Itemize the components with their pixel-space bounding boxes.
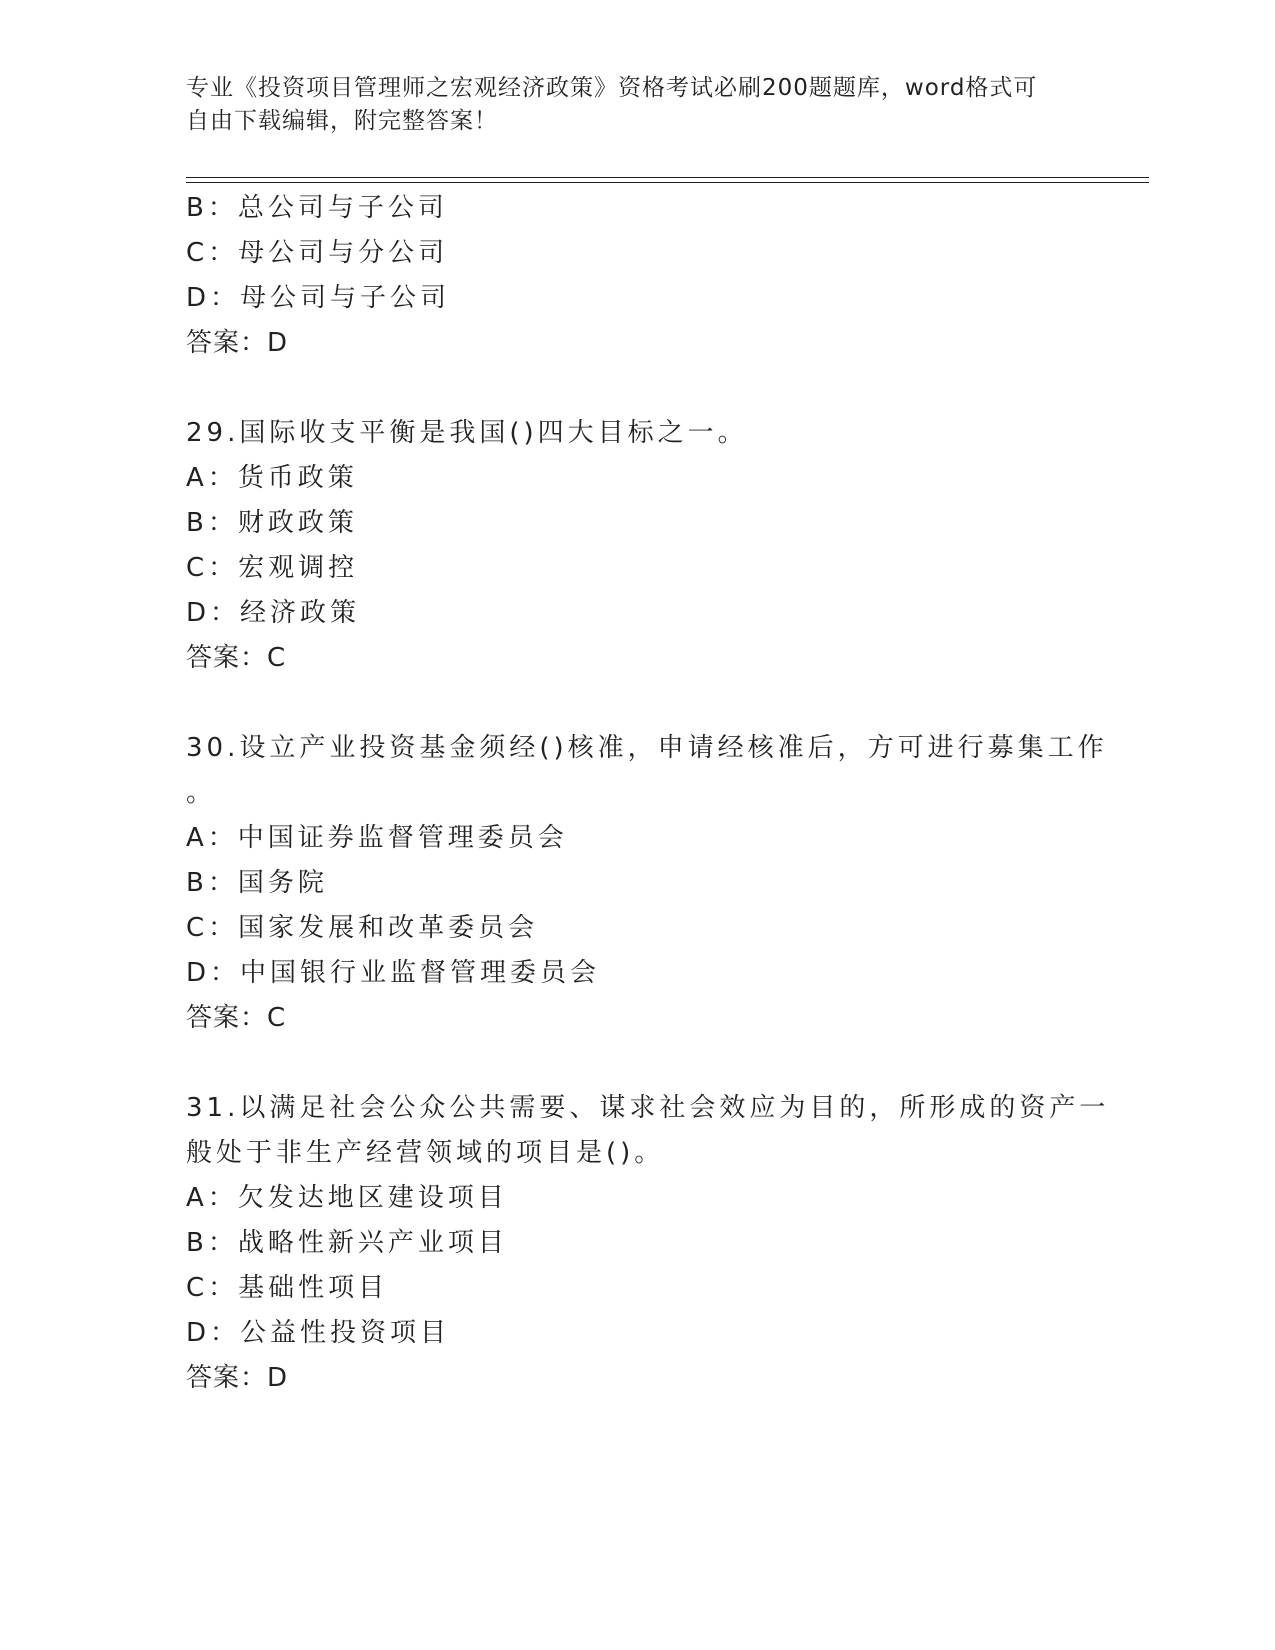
q28-answer: 答案：D	[186, 328, 289, 358]
q29-stem: 29.国际收支平衡是我国()四大目标之一。	[186, 418, 748, 448]
header-rule-top	[186, 177, 1149, 178]
document-header	[186, 72, 1066, 138]
q29-option-d: D：经济政策	[186, 598, 361, 628]
q30-option-d: D：中国银行业监督管理委员会	[186, 958, 601, 988]
q28-option-d: D：母公司与子公司	[186, 283, 451, 313]
q29-answer: 答案：C	[186, 643, 287, 673]
q29-option-a: A：货币政策	[186, 463, 358, 493]
q31-option-a: A：欠发达地区建设项目	[186, 1183, 508, 1213]
header-line-1: 专业《投资项目管理师之宏观经济政策》资格考试必刷200题题库，word格式可	[186, 75, 1038, 101]
q29-option-c: C：宏观调控	[186, 553, 359, 583]
q30-answer: 答案：C	[186, 1003, 287, 1033]
q30-stem-line-2: 。	[186, 778, 217, 808]
q30-stem-line-1: 30.设立产业投资基金须经()核准，申请经核准后，方可进行募集工作	[186, 733, 1108, 763]
q31-option-c: C：基础性项目	[186, 1273, 389, 1303]
q31-stem-line-2: 般处于非生产经营领域的项目是()。	[186, 1138, 665, 1168]
q28-option-b: B：总公司与子公司	[186, 193, 448, 223]
q31-option-b: B：战略性新兴产业项目	[186, 1228, 508, 1258]
q30-option-c: C：国家发展和改革委员会	[186, 913, 539, 943]
q30-option-b: B：国务院	[186, 868, 328, 898]
q31-answer: 答案：D	[186, 1363, 289, 1393]
header-rule-bottom	[186, 182, 1149, 183]
q31-stem-line-1: 31.以满足社会公众公共需要、谋求社会效应为目的，所形成的资产一	[186, 1093, 1110, 1123]
q30-option-a: A：中国证券监督管理委员会	[186, 823, 568, 853]
q31-option-d: D：公益性投资项目	[186, 1318, 451, 1348]
q28-option-c: C：母公司与分公司	[186, 238, 449, 268]
header-line-2: 自由下载编辑，附完整答案！	[186, 108, 498, 134]
q29-option-b: B：财政政策	[186, 508, 358, 538]
